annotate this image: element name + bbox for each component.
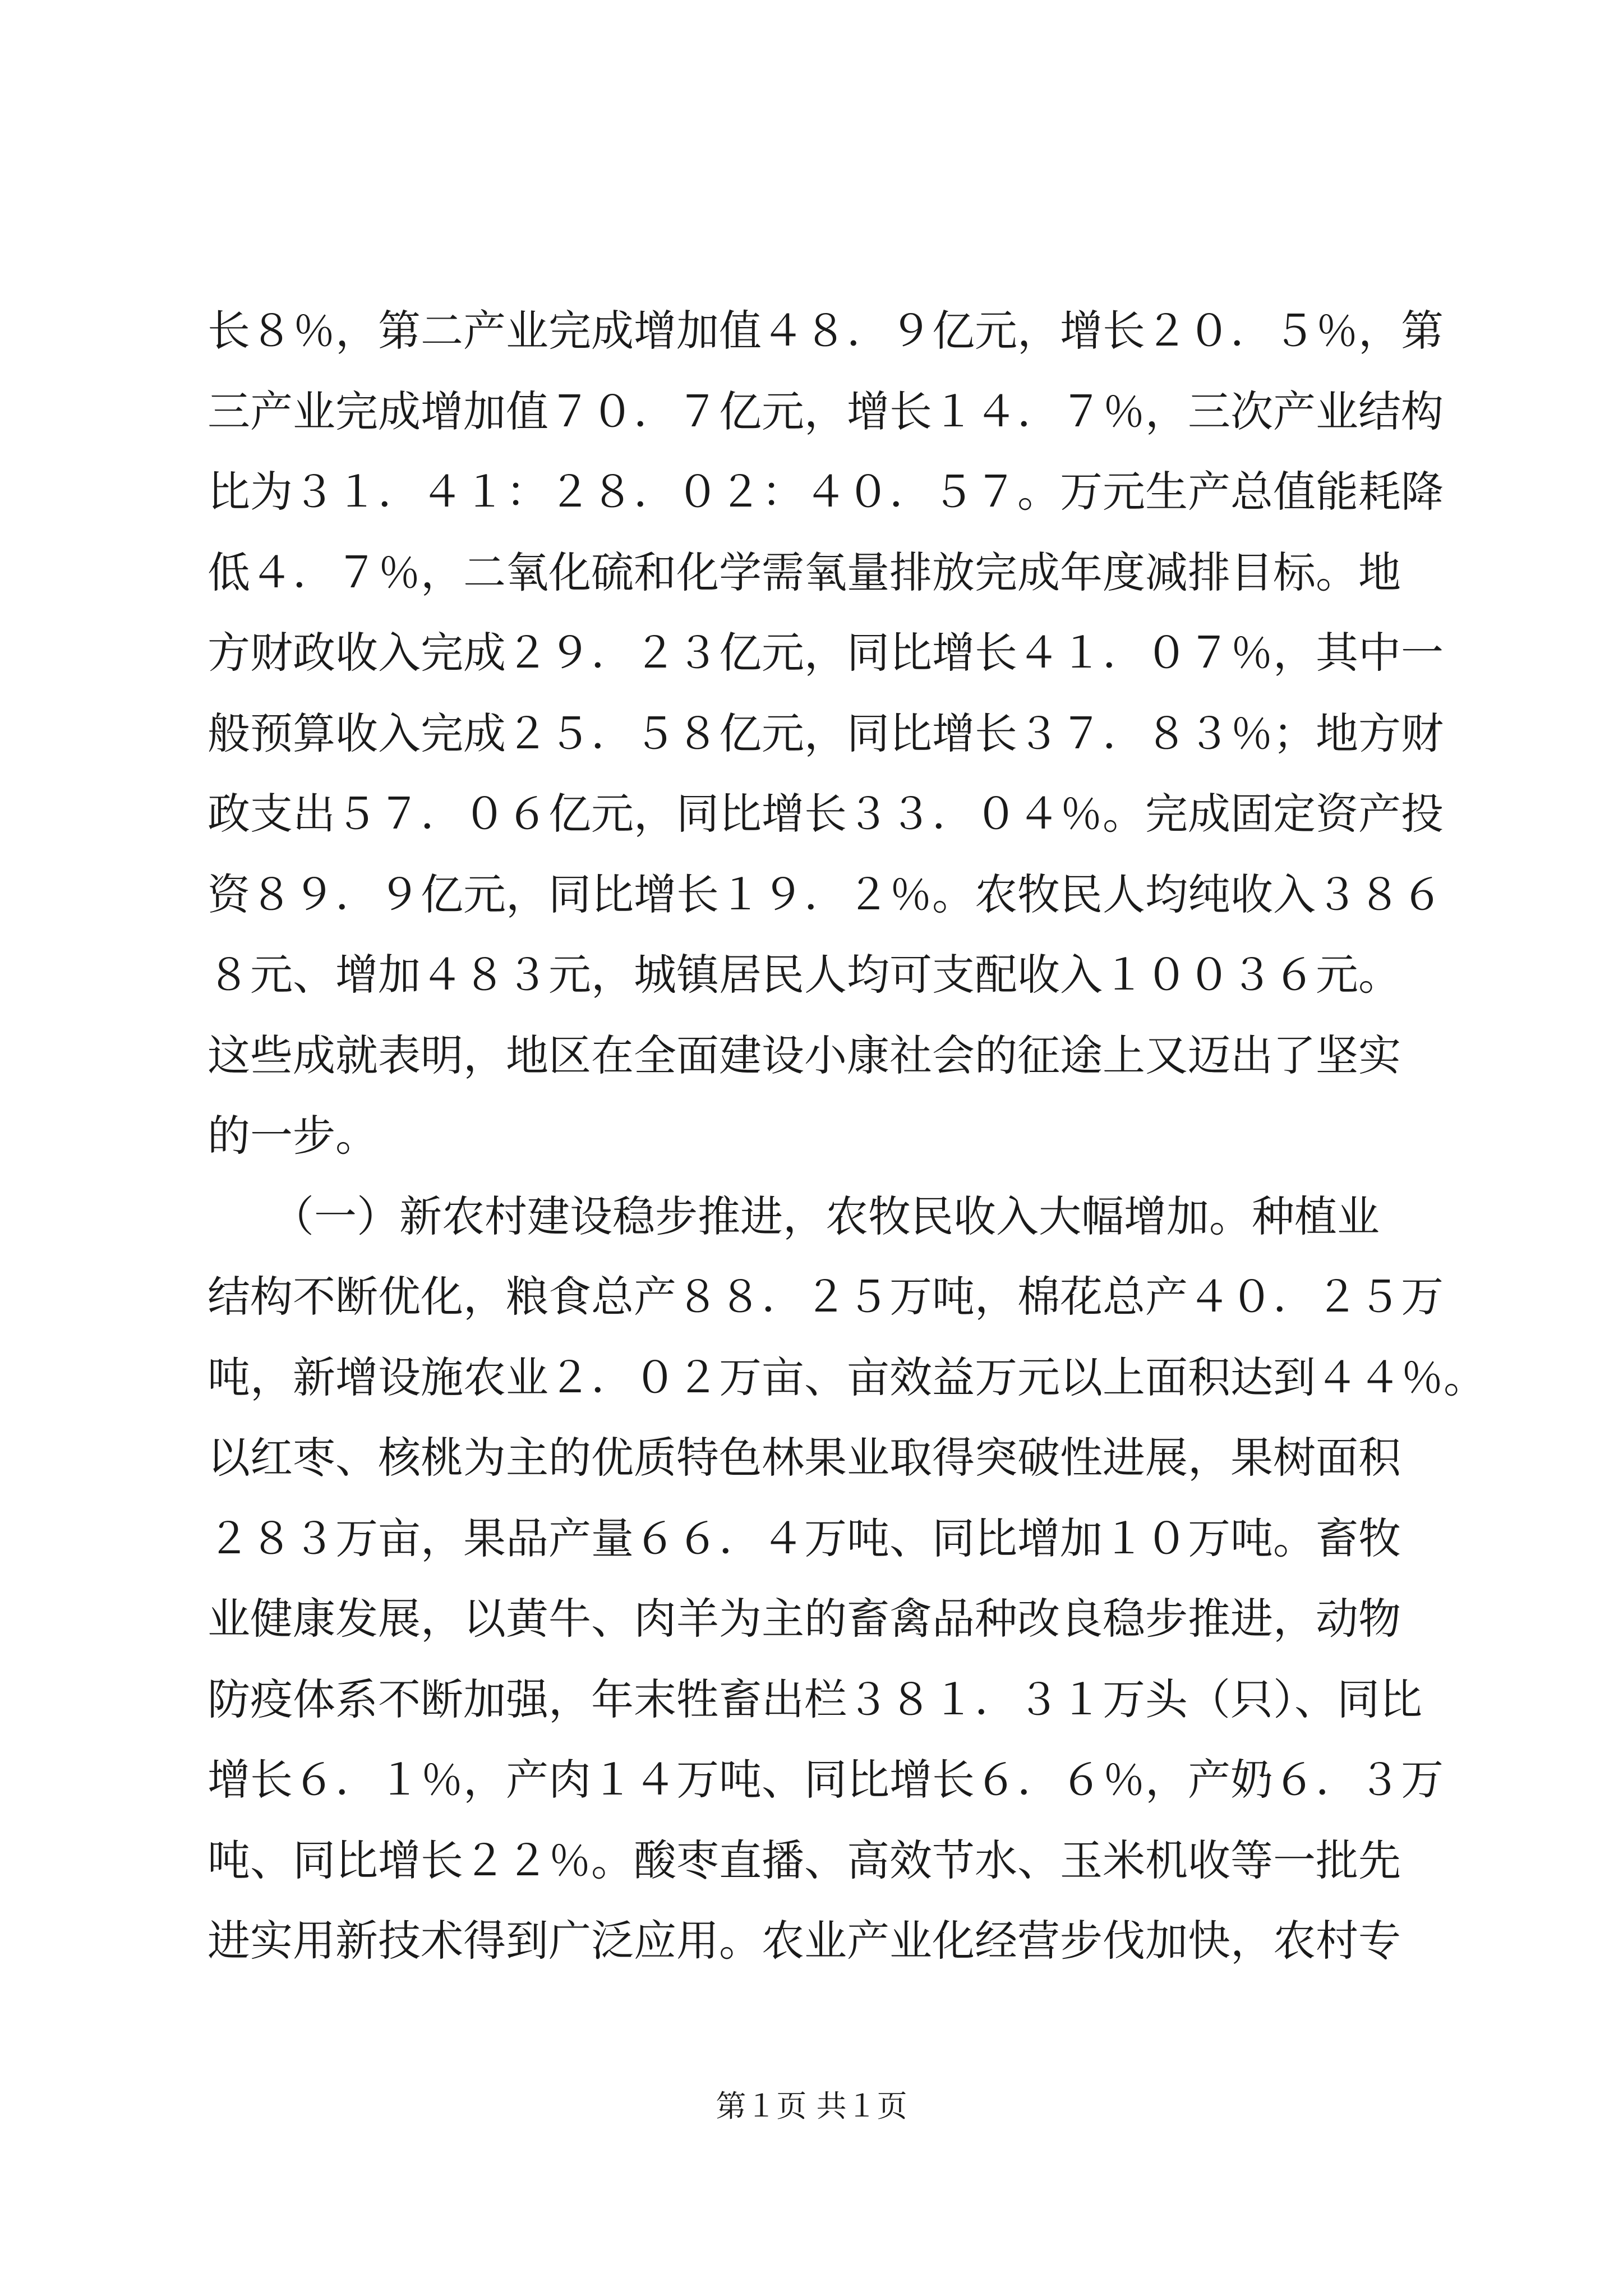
text-line: 这些成就表明，地区在全面建设小康社会的征途上又迈出了坚实 xyxy=(208,1030,1401,1080)
text-line: 防疫体系不断加强，年末牲畜出栏３８１．３１万头（只）、同比 xyxy=(208,1674,1422,1724)
text-line: 政支出５７．０６亿元，同比增长３３．０４％。完成固定资产投 xyxy=(208,789,1444,839)
text-line: （一）新农村建设稳步推进，农牧民收入大幅增加。种植业 xyxy=(208,1191,1380,1241)
text-line: 比为３１．４１：２８．０２：４０．５７。万元生产总值能耗降 xyxy=(208,467,1444,517)
text-line: 资８９．９亿元，同比增长１９．２％。农牧民人均纯收入３８６ xyxy=(208,869,1444,919)
text-line: ２８３万亩，果品产量６６．４万吨、同比增加１０万吨。畜牧 xyxy=(208,1513,1401,1563)
text-line: 以红枣、核桃为主的优质特色林果业取得突破性进展，果树面积 xyxy=(208,1433,1401,1483)
text-line: 般预算收入完成２５．５８亿元，同比增长３７．８３％；地方财 xyxy=(208,708,1444,758)
text-line: 结构不断优化，粮食总产８８．２５万吨，棉花总产４０．２５万 xyxy=(208,1272,1444,1322)
page-footer: 第１页 共１页 xyxy=(716,2088,907,2124)
text-line: 业健康发展，以黄牛、肉羊为主的畜禽品种改良稳步推进，动物 xyxy=(208,1594,1401,1644)
text-line: 进实用新技术得到广泛应用。农业产业化经营步伐加快，农村专 xyxy=(208,1916,1401,1966)
body-text xyxy=(208,291,1486,1981)
text-line: 吨，新增设施农业２．０２万亩、亩效益万元以上面积达到４４％。 xyxy=(208,1352,1486,1402)
text-line: 吨、同比增长２２％。酸枣直播、高效节水、玉米机收等一批先 xyxy=(208,1835,1401,1885)
text-line: 增长６．１％，产肉１４万吨、同比增长６．６％，产奶６．３万 xyxy=(208,1755,1444,1805)
text-line: 的一步。 xyxy=(208,1111,378,1161)
text-line: 长８％，第二产业完成增加值４８．９亿元，增长２０．５％，第 xyxy=(208,306,1444,356)
text-line: ８元、增加４８３元，城镇居民人均可支配收入１００３６元。 xyxy=(208,950,1401,1000)
text-line: 方财政收入完成２９．２３亿元，同比增长４１．０７％，其中一 xyxy=(208,628,1444,678)
text-line: 低４．７％，二氧化硫和化学需氧量排放完成年度减排目标。地 xyxy=(208,547,1401,597)
text-line: 三产业完成增加值７０．７亿元，增长１４．７％，三次产业结构 xyxy=(208,386,1444,436)
